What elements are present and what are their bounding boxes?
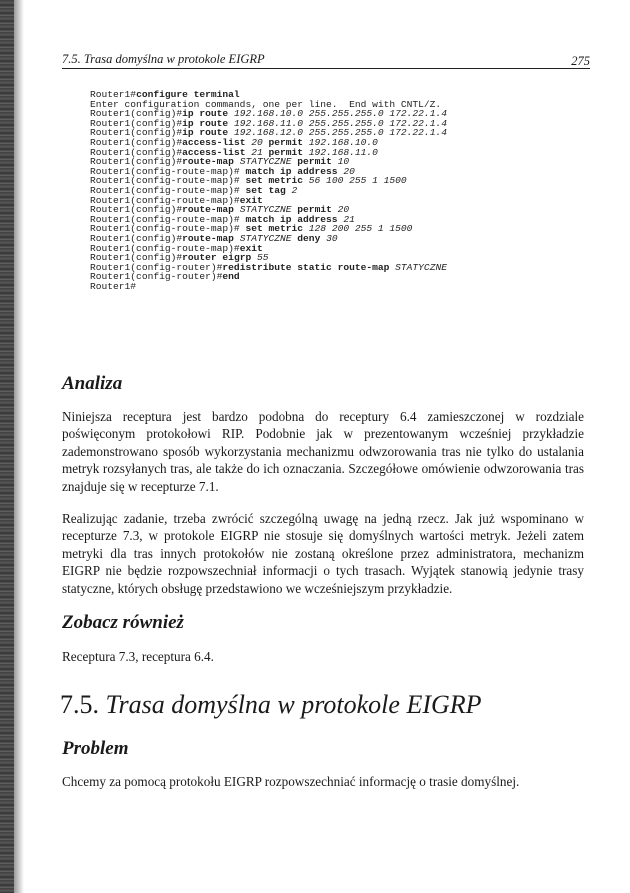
code-token: permit (268, 146, 304, 158)
code-token: 20 (331, 204, 350, 216)
code-token: Router1(config)# (90, 232, 183, 244)
section-heading-problem: Problem (62, 738, 129, 759)
code-token: route-map (182, 232, 234, 244)
section-heading-analiza: Analiza (62, 373, 123, 394)
code-token: 192.168.11.0 (303, 146, 378, 158)
code-token: router eigrp (182, 252, 252, 264)
code-token: 55 (251, 252, 269, 264)
section-heading-zobacz: Zobacz również (62, 612, 184, 633)
code-listing (90, 90, 610, 291)
code-token: 56 100 255 1 1500 (303, 175, 407, 187)
code-token: Enter configuration commands, one per line. End with CNTL/Z. (90, 98, 442, 110)
code-token: access-list (182, 146, 246, 158)
code-token: Router1(config)# (90, 204, 183, 216)
code-token: 21 (245, 146, 269, 158)
book-binding-edge (0, 0, 14, 893)
code-token: Router1(config-route-map)# (90, 184, 246, 196)
paragraph-problem: Chcemy za pomocą protokołu EIGRP rozpowszechniać informację o trasie domyślnej. (62, 774, 520, 789)
code-token: ip route (182, 117, 229, 129)
code-token: 21 (337, 213, 355, 225)
code-token: Router1(config-router)# (90, 261, 223, 273)
running-header (62, 52, 590, 69)
paragraph-analiza-2: Realizując zadanie, trzeba zwrócić szczególną uwagę na jedną rzecz. Jak już wspominano w recepturze 7.3, w protokole EIGRP nie stosuje się domyślnych wartości metryk. Jeżeli zatem metryki dla tras innych protokołów nie zostaną określone przez administratora, mechanizm EIGRP nie będzie rozpowszechniał informacji o tych trasach. Wyjątek stanowią jedynie trasy statyczne, których obsługę przedstawiono we wcześniejszym przykładzie. (62, 511, 584, 596)
chapter-number: 7.5. (60, 690, 99, 719)
code-token: Router1(config-route-map)# (90, 223, 246, 235)
code-token: Router1(config-route-map)# (90, 165, 246, 177)
code-token: STATYCZNE (233, 156, 298, 168)
code-token: Router1(config)# (90, 146, 183, 158)
code-token: 128 200 255 1 1500 (303, 223, 413, 235)
code-token: deny (297, 232, 321, 244)
code-token: STATYCZNE (233, 232, 298, 244)
code-token: Router1(config)# (90, 117, 183, 129)
code-token: set metric (245, 175, 304, 187)
code-token: 2 (285, 184, 298, 196)
code-token: 30 (320, 232, 338, 244)
code-token: 192.168.11.0 255.255.255.0 172.22.1.4 (228, 117, 447, 129)
code-token: Router1(config)# (90, 127, 183, 139)
binding-shadow (14, 0, 24, 893)
code-token: permit (268, 136, 304, 148)
code-token: Router1(config-router)# (90, 271, 223, 283)
paragraph-zobacz: Receptura 7.3, receptura 6.4. (62, 649, 214, 664)
code-token: 192.168.12.0 255.255.255.0 172.22.1.4 (228, 127, 447, 139)
code-token: exit (239, 194, 263, 206)
code-token: 10 (331, 156, 350, 168)
code-token: 20 (337, 165, 355, 177)
code-token: Router1(config)# (90, 108, 183, 120)
code-token: Router1# (90, 89, 137, 100)
page-number: 275 (571, 54, 590, 68)
paragraph-analiza-1: Niniejsza receptura jest bardzo podobna do receptury 6.4 zamieszczonej w rozdziale poświęconym protokołowi RIP. Podobnie jak w prezentowanym wcześniej przykładzie zademonstrowano sposób wykorzystania mechanizmu odwzorowania tras nie tylko do ustalania metryk rozsyłanych tras, ale także do ich oznaczania. Szczegółowe omówienie odwzorowania tras znajduje się w recepturze 7.1. (62, 409, 584, 494)
code-token: ip route (182, 108, 229, 120)
code-token: Router1(config-route-map)# (90, 194, 240, 206)
running-title: 7.5. Trasa domyślna w protokole EIGRP (62, 52, 265, 66)
code-token: 192.168.10.0 (303, 136, 378, 148)
code-token: set metric (245, 223, 304, 235)
code-token: Router1(config)# (90, 156, 183, 168)
code-token: 20 (245, 136, 269, 148)
code-token: match ip address (245, 165, 338, 177)
code-token: Router1(config-route-map)# (90, 175, 246, 187)
code-line (90, 282, 610, 292)
code-token: access-list (182, 136, 246, 148)
code-line (90, 272, 610, 282)
code-token: match ip address (245, 213, 338, 225)
chapter-title: Trasa domyślna w protokole EIGRP (105, 690, 482, 719)
code-token: Router1(config-route-map)# (90, 213, 246, 225)
code-token: redistribute static route-map (222, 261, 390, 273)
code-token: configure terminal (136, 89, 240, 100)
code-token: 192.168.10.0 255.255.255.0 172.22.1.4 (228, 108, 447, 120)
code-token: permit (297, 204, 332, 216)
code-token: Router1(config-route-map)# (90, 242, 240, 254)
code-token: route-map (182, 204, 234, 216)
code-token: Router1(config)# (90, 136, 183, 148)
chapter-heading (60, 690, 482, 720)
code-token: exit (239, 242, 263, 254)
code-token: route-map (182, 156, 234, 168)
code-token: Router1# (90, 280, 137, 292)
code-token: STATYCZNE (389, 261, 447, 273)
code-token: end (222, 271, 240, 283)
code-token: ip route (182, 127, 229, 139)
code-token: set tag (245, 184, 286, 196)
code-token: STATYCZNE (233, 204, 298, 216)
code-token: Router1(config)# (90, 252, 183, 264)
code-token: permit (297, 156, 332, 168)
